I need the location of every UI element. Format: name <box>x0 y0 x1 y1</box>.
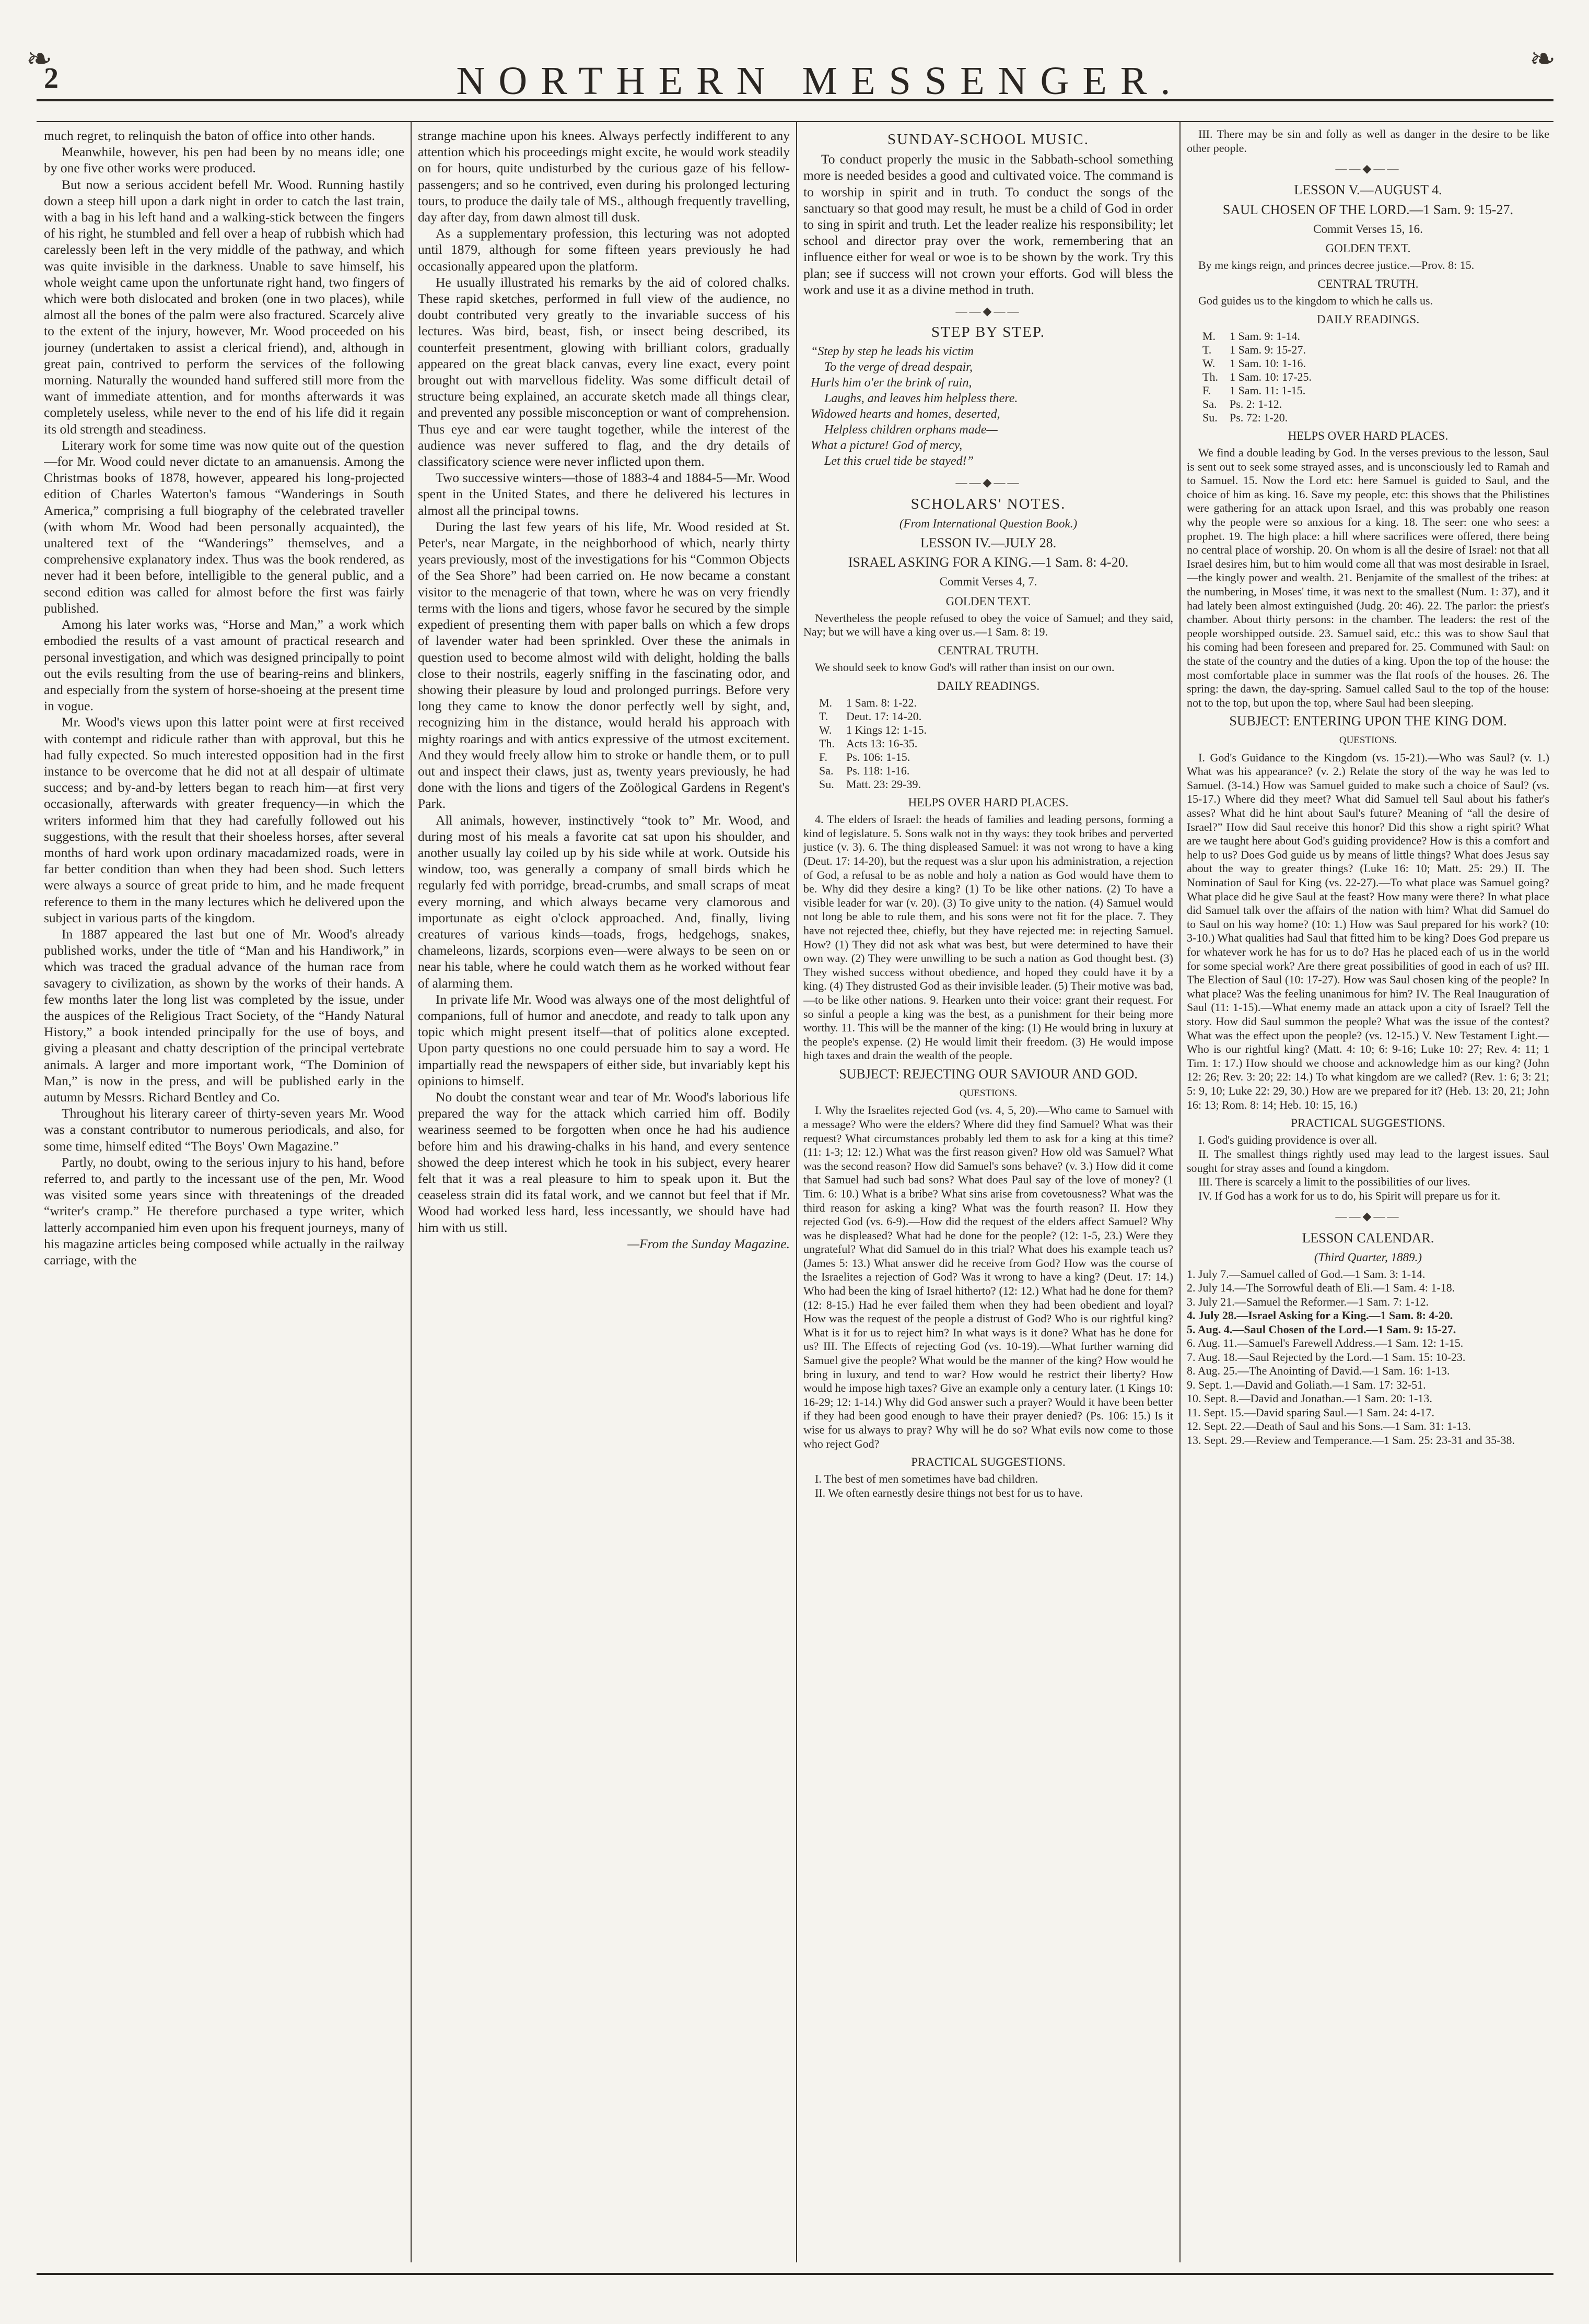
paragraph: In 1887 appeared the last but one of Mr. Wood's already published works, under the title of “Man and his Handiwork,” in which was traced the gradual advance of the human race from savagery to civilization, as shown by the works of their hands. A few months later the long list was completed by the issue, under the auspices of the Religious Tract Society, of the “Handy Natural History,” a book intended principally for the use of boys, and giving a pleasant and chatty description of the principal vertebrate animals. A larger and more important work, “The Dominion of Man,” is now in the press, and will be published early in the autumn by Messrs. Richard Bentley and Co. <box>44 926 404 1105</box>
golden-text: By me kings reign, and princes decree justice.—Prov. 8: 15. <box>1198 259 1475 272</box>
reading-row: Th. 1 Sam. 10: 17-25. <box>1202 370 1312 383</box>
questions-label: QUESTIONS. <box>959 1088 1018 1099</box>
central-truth-label: CENTRAL TRUTH. <box>938 644 1039 658</box>
practical-item: III. There is scarcely a limit to the possibilities of our lives. <box>1198 1175 1470 1189</box>
lesson-subject: SAUL CHOSEN OF THE LORD.—1 Sam. 9: 15-27. <box>1222 202 1514 217</box>
questions-text: I. Why the Israelites rejected God (vs. 4, 5, 20).—Who came to Samuel with a message? Who were the elders? Where did they find Samuel? What was their request? What circumstances probably led them to ask for a king at this time? (11: 1-3; 12: 12.) What was the first reason given? How old was Samuel? What was the second reason? How did Samuel's sons behave? (v. 3.) How did it come that Samuel had such bad sons? What does Paul say of the love of money? (1 Tim. 6: 10.) What is a bribe? What sins arise from covetousness? What was the third reason for asking a king? What was the fourth reason? II. How they rejected God (vs. 6-9).—How did the request of the elders affect Samuel? Why was he displeased? What had he done for the people? (12: 1-5, 23.) Were they ungrateful? What did Samuel do in this trial? What does his example teach us? (James 5: 13.) What answer did he receive from God? How was the course of the Israelites a rejection of God? Was it wrong to have a king? (Deut. 17: 14.) Who had been the king of Israel hitherto? (12: 12.) What had he done for them? (12: 8-15.) Had he ever failed them when they had been obedient and loyal? How was the request of the people a distrust of God? Who is our rightful king? What is it for us to reject him? In what ways is it done? What has he done for us? III. The Effects of rejecting God (vs. 10-19).—What further warning did Samuel give the people? What would be the manner of the king? How would he bring in luxury, and tend to war? How would he restrict their liberty? How would he impose high taxes? Give an example only a century later. (1 Kings 10: 16-29; 12: 1-14.) Why did God answer such a prayer? Would it have been better if they had been good enough to have their prayer denied? (Ps. 106: 15.) Is it wise for us always to pray? Why will he do so? What evils now come to those who reject God? <box>803 1104 1173 1450</box>
practical-label: PRACTICAL SUGGESTIONS. <box>1291 1117 1445 1130</box>
subject-label: SUBJECT: ENTERING UPON THE KING DOM. <box>1229 713 1507 729</box>
paragraph: In private life Mr. Wood was always one of the most delightful of companions, full of humor and anecdote, and ready to talk upon any topic which might present itself—that of politics alone excepted. Upon party questions no one could persuade him to say a word. He impartially read the newspapers of either side, but invariably kept his opinions to himself. <box>418 991 790 1088</box>
paragraph: As a supplementary profession, this lecturing was not adopted until 1879, although for some fifteen years previously he had occasionally appeared upon the platform. <box>418 226 790 274</box>
poem-line: To the verge of dread despair, <box>824 360 973 374</box>
helps-label: HELPS OVER HARD PLACES. <box>908 796 1069 809</box>
header-rule <box>37 99 1553 101</box>
reading-row: W. 1 Kings 12: 1-15. <box>819 723 927 737</box>
calendar-entry: 8. Aug. 25.—The Anointing of David.—1 Sam. 16: 1-13. <box>1187 1364 1450 1378</box>
helps-text: We find a double leading by God. In the verses previous to the lesson, Saul is sent out to seek some strayed asses, and is unconsciously led to Ramah and to Samuel. 15. Now the Lord etc: here Samuel is guided to Saul, and the choice of him as king. 16. Save my people, etc: this shows that the Philistines were gathering for an attack upon Israel, and this was probably one reason why the people were so anxious for a king. 18. The seer: one who sees: a prophet. 19. The high place: a hill where sacrifices were offered, there being no central place of worship. 20. On whom is all the desire of Israel: not that all Israel desires him, but to him would come all that was most desirable in Israel,—the kingly power and wealth. 21. Benjamite of the smallest of the tribes: at the numbering, in Moses' time, it was next to the smallest (Num. 1: 37), and it had lately been almost extinguished (Judg. 20: 46). 22. The parlor: the priest's chamber. About thirty persons: in the chamber. The leaders: the rest of the people worshipped outside. 23. Samuel said, etc.: this was to show Saul that his coming had been foreseen and prepared for. 25. Communed with Saul: on the state of the country and the duties of a king. Upon the top of the house: the most comfortable place in summer was the flat roofs of the houses. 26. The spring: the dawn, the day-spring. Samuel called Saul to the top of the house: not to the top, but upon the top, where Saul had been sleeping. <box>1187 446 1549 709</box>
paragraph: Among his later works was, “Horse and Man,” a work which embodied the results of a vast amount of practical research and personal investigation, and which was designed principally to point out the evils resulting from the use of bearing-reins and blinkers, and especially from the system of horse-shoeing at the present time in vogue. <box>44 617 404 714</box>
golden-text: Nevertheless the people refused to obey the voice of Samuel; and they said, Nay; but we will have a king over us.—1 Sam. 8: 19. <box>803 611 1173 639</box>
poem-title: STEP BY STEP. <box>931 324 1046 341</box>
poem-line: “Step by step he leads his victim <box>811 345 974 359</box>
practical-item: IV. If God has a work for us to do, his Spirit will prepare us for it. <box>1198 1189 1501 1202</box>
corner-ornament-left: ❧ <box>26 42 53 76</box>
paragraph: Mr. Wood's views upon this latter point were at first received with contempt and ridicule rather than with approval, but this he had fully expected. So much interested opposition had in the first instance to be overcome that he did not at all despair of ultimate success; and by-and-by letters began to reach him—at first very occasionally, afterwards with greater frequency—in which the writers informed him that they had carefully followed out his suggestions, with the result that their shoeless horses, after several months of hard work upon ordinary macadamized roads, were in far better condition than when they had been shod. Such letters were always a source of great pride to him, and he made frequent reference to them in the many lectures which he delivered upon the subject in various parts of the kingdom. <box>44 714 404 925</box>
column-2-article <box>418 127 790 2267</box>
practical-item: I. The best of men sometimes have bad children. <box>815 1472 1038 1486</box>
ornament-divider: ——◆—— <box>955 304 1021 318</box>
calendar-entry: 9. Sept. 1.—David and Goliath.—1 Sam. 17: 32-51. <box>1187 1378 1426 1391</box>
calendar-entry: 6. Aug. 11.—Samuel's Farewell Address.—1 Sam. 12: 1-15. <box>1187 1336 1464 1350</box>
paragraph: But now a serious accident befell Mr. Wood. Running hastily down a steep hill upon a dark night in order to catch the last train, with a bag in his left hand and a walking-stick between the fingers of his right, he stumbled and fell over a heap of rubbish which had carelessly been left in the very middle of the pathway, and which was quite invisible in the darkness. Unable to save himself, his whole weight came upon the unfortunate right hand, two fingers of which were both dislocated and broken (one in two places), while almost all the bones of the palm were also fractured. Scarcely alive to the extent of the injury, however, Mr. Wood proceeded on his journey (undertaken to assist a clerical friend), and, although in great pain, contrived to perform the services of the following morning. Naturally the wounded hand suffered still more from the want of immediate attention, and for months afterwards it was completely useless, while never to the end of his life did it regain its old strength and steadiness. <box>44 177 404 437</box>
corner-ornament-right: ❧ <box>1529 42 1556 76</box>
footer-rule <box>37 2273 1553 2275</box>
questions-text: I. God's Guidance to the Kingdom (vs. 15-21).—Who was Saul? (v. 1.) What was his appearance? (v. 2.) Relate the story of the way he was led to Samuel. (3-14.) How was Samuel guided to make such a choice of Saul? (vs. 15-17.) Where did they meet? What did Samuel tell Saul about his father's asses? What did he hint about Saul's future? Meaning of “all the desire of Israel?” How did Saul receive this honor? Did this show a right spirit? What are we taught here about God's guiding providence? How is this a comfort and help to us? Does God guide us by means of little things? What does Jesus say about the way to greater things? (Luke 16: 10; Matt. 25: 29.) II. The Nomination of Saul for King (vs. 22-27).—To what place was Samuel going? What place did he give Saul at the feast? How many were there? In what place did Samuel talk over the affairs of the nation with him? What did Samuel do to Saul on his way home? (10: 1.) How was Saul prepared for his work? (10: 3-10.) What qualities had Saul that fitted him to be king? Does God prepare us for whatever work he has for us to do? Has he placed each of us in the world for some special work? Are there great possibilities of good in each of us? III. The Election of Saul (10: 17-27). How was Saul chosen king of the people? In what place? Was the feeling unanimous for him? IV. The Real Inauguration of Saul (11: 1-15).—What enemy made an attack upon a city of Israel? Tell the story. How did Saul summon the people? What was the issue of the contest? What was the effect upon the people? (vs. 12-15.) V. New Testament Light.—Who is our rightful king? (Matt. 4: 10; 6: 9-16; Luke 10: 27; Rev. 4: 11; 1 Tim. 1: 17.) How should we choose and acknowledge him as our king? (John 12: 26; Rev. 3: 20; 22: 14.) To what kingdom are we called? (Rev. 1: 6; 3: 21; 5: 9, 10; Luke 22: 29, 30.) How are we prepared for it? (Heb. 13: 20, 21; John 16: 13; Rom. 8: 14; Heb. 10: 15, 16.) <box>1187 750 1549 1111</box>
calendar-subtitle: (Third Quarter, 1889.) <box>1314 1250 1422 1264</box>
paragraph: strange machine upon his knees. Always perfectly indifferent to any attention which his proceedings might excite, he would work steadily on for hours, quite undisturbed by the curious gaze of his fellow-passengers; and so he contrived, even during his prolonged lecturing tours, to produce the daily tale of MS., although frequently travelling, day after day, from dawn almost till dusk. <box>418 128 790 225</box>
reading-row: Sa. Ps. 118: 1-16. <box>819 764 910 778</box>
central-truth: God guides us to the kingdom to which he calls us. <box>1198 294 1433 307</box>
commit-verses: Commit Verses 15, 16. <box>1313 222 1423 236</box>
helps-text: 4. The elders of Israel: the heads of families and leading persons, forming a kind of legislature. 5. Sons walk not in thy ways: they took bribes and perverted justice (v. 3). 6. The thing displeased Samuel: it was not wrong to have a king (Deut. 17: 14-20), but the request was a slur upon his administration, a rejection of God, a refusal to be as noble and holy a nation as God would have them to be. Why did they desire a king? (1) To be like other nations. (2) To have a visible leader for war (v. 20). (3) To give unity to the nation. (4) Samuel would not long be able to rule them, and his sons were not fit for the place. 7. They have not rejected thee, chiefly, but they have rejected me: in rejecting Samuel. How? (1) They did not ask what was best, but were determined to have their own way. (2) They were unwilling to be such a nation as God thought best. (3) They wished success without obedience, and hoped they could have it by a king. (4) They distrusted God as their invisible leader. (5) Their motive was bad,—to be like other nations. 9. Hearken unto their voice: grant their request. For so sinful a people a king was the best, as a punishment for their being more worthy. 11. This will be the manner of the king: (1) He would bring in luxury at the people's expense. (2) He would limit their freedom. (3) He would impose high taxes and drain the wealth of the people. <box>803 813 1173 1062</box>
paragraph: Literary work for some time was now quite out of the question—for Mr. Wood could never dictate to an amanuensis. Among the Christmas books of 1878, however, appeared his long-projected edition of Charles Waterton's famous “Wanderings in South America,” comprising a full biography of the celebrated traveller (with whom Mr. Wood had been personally acquainted), the unaltered text of the “Wanderings” themselves, and a comprehensive explanatory index. Thus was the book rendered, as never had it been before, intelligible to the general public, and a second edition was called for almost before the first was fairly published. <box>44 437 404 616</box>
calendar-entry: 5. Aug. 4.—Saul Chosen of the Lord.—1 Sam. 9: 15-27. <box>1187 1322 1456 1336</box>
poem <box>803 344 1173 469</box>
lesson-calendar <box>1187 1267 1549 1448</box>
daily-readings-label: DAILY READINGS. <box>1316 312 1420 326</box>
lesson-title: LESSON V.—AUGUST 4. <box>1294 182 1442 198</box>
reading-row: M. 1 Sam. 9: 1-14. <box>1202 329 1301 343</box>
golden-text-label: GOLDEN TEXT. <box>945 594 1031 608</box>
reading-row: M. 1 Sam. 8: 1-22. <box>819 696 917 710</box>
reading-row: Sa. Ps. 2: 1-12. <box>1202 397 1282 410</box>
poem-line: Laughs, and leaves him helpless there. <box>824 392 1018 406</box>
subject-label: SUBJECT: REJECTING OUR SAVIOUR AND GOD. <box>839 1066 1138 1082</box>
column-divider <box>1179 121 1181 2262</box>
practical-item: II. We often earnestly desire things not best for us to have. <box>815 1486 1083 1499</box>
practical-label: PRACTICAL SUGGESTIONS. <box>911 1456 1066 1469</box>
column-3-lessons <box>803 127 1173 2267</box>
reading-row: T. 1 Sam. 9: 15-27. <box>1202 343 1306 356</box>
lesson-title: LESSON IV.—JULY 28. <box>920 535 1057 551</box>
poem-line: What a picture! God of mercy, <box>811 439 963 453</box>
reading-row: W. 1 Sam. 10: 1-16. <box>1202 356 1306 370</box>
paragraph: No doubt the constant wear and tear of Mr. Wood's laborious life prepared the way for the attack which carried him off. Bodily weariness seemed to be forgotten when once he had his audience before him and his drawing-chalks in his hand, and every sentence showed the deep interest which he took in his subject, every hearer felt that it was a real pleasure to him to speak upon it. But the ceaseless strain did its fatal work, and we cannot but feel that if Mr. Wood had worked less hard, less incessantly, we should have had him with us still. <box>418 1089 790 1235</box>
section-title-notes: SCHOLARS' NOTES. <box>910 495 1066 512</box>
calendar-entry: 4. July 28.—Israel Asking for a King.—1 Sam. 8: 4-20. <box>1187 1309 1453 1322</box>
calendar-entry: 13. Sept. 29.—Review and Temperance.—1 Sam. 25: 23-31 and 35-38. <box>1187 1433 1515 1447</box>
paragraph: Meanwhile, however, his pen had been by no means idle; one by one five other works were produced. <box>44 144 404 176</box>
ornament-divider: ——◆—— <box>955 476 1021 489</box>
commit-verses: Commit Verses 4, 7. <box>939 575 1037 589</box>
paragraph: To conduct properly the music in the Sabbath-school something more is needed besides a good and cultivated voice. The command is to worship in spirit and in truth. To conduct the songs of the sanctuary so that good may result, he must be a child of God in order to sing in spirit and truth. Let the leader realize his responsibility; let school and director pray over the work, remembering that an influence either for weal or woe is to be shown by the work. Try this plan; see if success will not crown your efforts. God will bless the work and use it as a divine method in truth. <box>803 151 1173 297</box>
questions-label: QUESTIONS. <box>1339 735 1397 746</box>
lesson-subject: ISRAEL ASKING FOR A KING.—1 Sam. 8: 4-20. <box>848 555 1129 570</box>
column-divider <box>411 121 412 2262</box>
daily-readings-label: DAILY READINGS. <box>937 679 1040 692</box>
paragraph: All animals, however, instinctively “took to” Mr. Wood, and during most of his meals a favorite cat sat upon his shoulder, and another usually lay coiled up by his side while at work. Outside his window, too, was generally a company of small birds which he regularly fed with porridge, bread-crumbs, and small scraps of meat every morning, and which always became very clamorous and importunate as eight o'clock approached. And, finally, living creatures of various kinds—toads, frogs, hedgehogs, snakes, chameleons, lizards, scorpions even—were always to be seen on or near his table, where he could watch them as he worked without fear of alarming them. <box>418 812 790 991</box>
helps-label: HELPS OVER HARD PLACES. <box>1288 429 1448 442</box>
daily-readings <box>1202 330 1549 425</box>
reading-row: Su. Matt. 23: 29-39. <box>819 778 921 791</box>
poem-line: Widowed hearts and homes, deserted, <box>811 407 1000 421</box>
reading-row: F. 1 Sam. 11: 1-15. <box>1202 383 1306 397</box>
masthead-title: NORTHERN MESSENGER. <box>456 59 1184 103</box>
reading-row: Su. Ps. 72: 1-20. <box>1202 410 1288 424</box>
page-number: 2 <box>44 62 59 95</box>
notes-source: (From International Question Book.) <box>899 517 1078 530</box>
daily-readings <box>819 696 1173 791</box>
section-title-music: SUNDAY-SCHOOL MUSIC. <box>887 131 1089 148</box>
central-truth-label: CENTRAL TRUTH. <box>1317 277 1419 290</box>
article-source: —From the Sunday Magazine. <box>627 1236 790 1251</box>
calendar-entry: 12. Sept. 22.—Death of Saul and his Sons.—1 Sam. 31: 1-13. <box>1187 1419 1471 1433</box>
reading-row: Th. Acts 13: 16-35. <box>819 737 918 750</box>
calendar-entry: 10. Sept. 8.—David and Jonathan.—1 Sam. 20: 1-13. <box>1187 1392 1432 1405</box>
practical-item: I. God's guiding providence is over all. <box>1198 1133 1377 1147</box>
header-rule-thin <box>37 121 1553 122</box>
calendar-entry: 3. July 21.—Samuel the Reformer.—1 Sam. 7: 1-12. <box>1187 1295 1429 1308</box>
paragraph: Partly, no doubt, owing to the serious injury to his hand, before referred to, and partly to the incessant use of the pen, Mr. Wood was visited some years since with threatenings of the dreaded “writer's cramp.” He therefore purchased a type writer, which latterly accompanied him even upon his frequent journeys, many of his magazine articles being composed while actually in the railway carriage, with the <box>44 1154 404 1268</box>
poem-line: Let this cruel tide be stayed!” <box>824 454 974 468</box>
paragraph: Two successive winters—those of 1883-4 and 1884-5—Mr. Wood spent in the United States, and there he delivered his lectures in almost all the principal towns. <box>418 470 790 518</box>
calendar-title: LESSON CALENDAR. <box>1302 1230 1434 1246</box>
poem-line: Helpless children orphans made— <box>824 423 998 437</box>
central-truth: We should seek to know God's will rather than insist on our own. <box>815 661 1115 674</box>
column-4-lessons <box>1187 127 1549 2267</box>
calendar-entry: 2. July 14.—The Sorrowful death of Eli.—1 Sam. 4: 1-18. <box>1187 1281 1455 1295</box>
calendar-entry: 11. Sept. 15.—David sparing Saul.—1 Sam. 24: 4-17. <box>1187 1405 1434 1419</box>
ornament-divider: ——◆—— <box>1335 1210 1401 1223</box>
paragraph: He usually illustrated his remarks by the aid of colored chalks. These rapid sketches, performed in full view of the audience, no doubt contributed very greatly to the invariable success of his lectures. Was bird, beast, fish, or insect being described, its counterfeit presentment, glowing with brilliant colors, gradually appeared on the great black canvas, every line exact, every point brought out with marvellous fidelity. Was some difficult detail of structure being explained, an accurate sketch made all things clear, and prevented any possible misconception or want of comprehension. Thus eye and ear were taught together, while the interest of the audience was never suffered to flag, and the dry details of classificatory science were never inflicted upon them. <box>418 274 790 470</box>
paragraph: Throughout his literary career of thirty-seven years Mr. Wood was a constant contributor to numerous periodicals, and also, for some time, himself edited “The Boys' Own Magazine.” <box>44 1106 404 1154</box>
reading-row: T. Deut. 17: 14-20. <box>819 710 922 723</box>
calendar-entry: 7. Aug. 18.—Saul Rejected by the Lord.—1 Sam. 15: 10-23. <box>1187 1350 1466 1364</box>
calendar-entry: 1. July 7.—Samuel called of God.—1 Sam. 3: 1-14. <box>1187 1267 1426 1281</box>
golden-text-label: GOLDEN TEXT. <box>1325 242 1411 255</box>
paragraph: much regret, to relinquish the baton of office into other hands. <box>44 128 376 143</box>
ornament-divider: ——◆—— <box>1335 162 1401 175</box>
paragraph: During the last few years of his life, Mr. Wood resided at St. Peter's, near Margate, in the neighborhood of which, nearly thirty years previously, most of the investigations for his “Common Objects of the Sea Shore” had been carried on. He now became a constant visitor to the menagerie of that town, where he was on very friendly terms with the lions and tigers, whose favor he secured by the simple expedient of presenting them with paper balls on which a few drops of lavender water had been sprinkled. Over these the animals in question used to become almost wild with delight, holding the balls close to their nostrils, eagerly sniffing in the fascinating odor, and showing their pleasure by loud and prolonged purrings. Before very long they came to know the donor perfectly well by sight, and, recognizing him in the distance, would herald his approach with mighty roarings and with antics expressive of the utmost excitement. And they would freely allow him to stroke or handle them, or to pull out and inspect their claws, just as, twenty years previously, he had done with the lions and tigers of the Zoölogical Gardens in Regent's Park. <box>418 519 790 812</box>
practical-item: II. The smallest things rightly used may lead to the largest issues. Saul sought for stray asses and found a kingdom. <box>1187 1147 1549 1175</box>
poem-line: Hurls him o'er the brink of ruin, <box>811 376 972 390</box>
column-1-article <box>44 127 404 2267</box>
column-divider <box>796 121 797 2262</box>
reading-row: F. Ps. 106: 1-15. <box>819 750 910 764</box>
practical-item: III. There may be sin and folly as well as danger in the desire to be like other people. <box>1187 127 1549 155</box>
